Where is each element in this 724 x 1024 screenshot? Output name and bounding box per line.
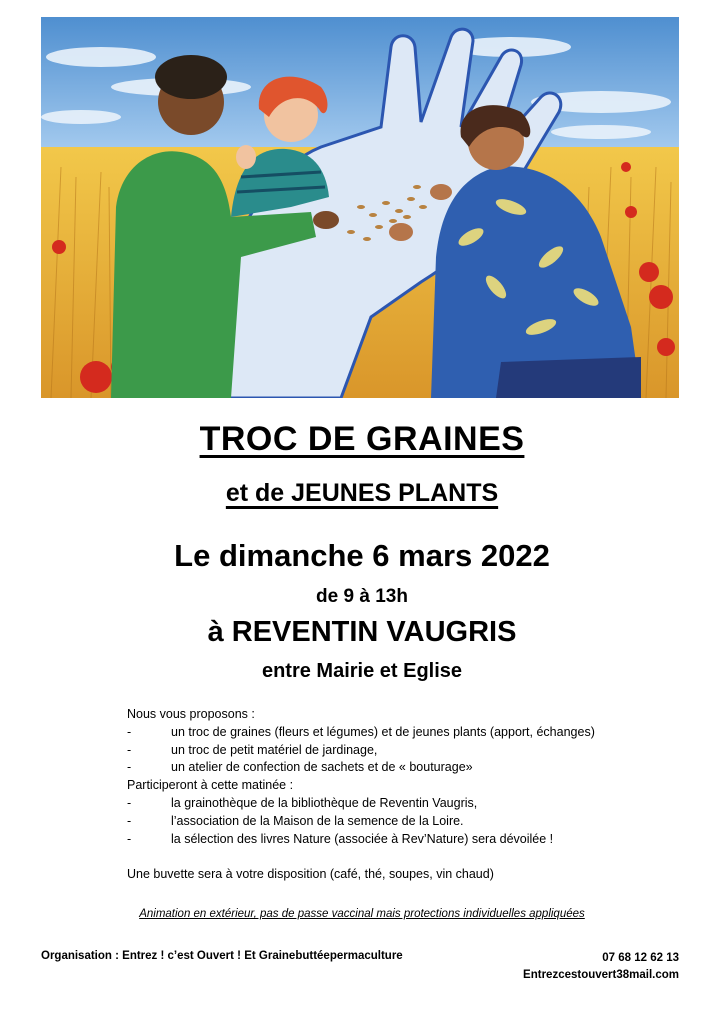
participants-intro: Participeront à cette matinée : xyxy=(127,778,294,793)
event-place: à REVENTIN VAUGRIS xyxy=(207,616,517,648)
buvette-text: Une buvette sera à votre disposition (café, thé, soupes, vin chaud) xyxy=(127,867,494,882)
email-address: Entrezcestouvert38mail.com xyxy=(523,969,679,981)
list-item: - la sélection des livres Nature (associée à Rev’Nature) sera dévoilée ! xyxy=(127,831,554,846)
event-time: de 9 à 13h xyxy=(316,586,408,607)
event-date: Le dimanche 6 mars 2022 xyxy=(174,538,550,573)
seed-swap-illustration xyxy=(41,17,679,398)
program-description xyxy=(127,706,647,884)
event-place-detail: entre Mairie et Eglise xyxy=(261,660,463,682)
hero-illustration xyxy=(41,17,679,398)
contact-block xyxy=(523,950,679,984)
intro-text: Nous vous proposons : xyxy=(127,707,255,721)
list-item: - un atelier de confection de sachets et de « bouturage» xyxy=(127,760,473,775)
list-item: - un troc de graines (fleurs et légumes) et de jeunes plants (apport, échanges) xyxy=(127,724,595,739)
phone-number: 07 68 12 62 13 xyxy=(602,952,679,964)
organisation-credit: Organisation : Entrez ! c’est Ouvert ! Et Grainebuttéepermaculture xyxy=(41,950,403,962)
list-item: - l’association de la Maison de la semence de la Loire. xyxy=(127,813,464,828)
event-subtitle: et de JEUNES PLANTS xyxy=(225,479,499,507)
sanitary-note: Animation en extérieur, pas de passe vaccinal mais protections individuelles appliquées xyxy=(139,908,585,920)
list-item: - la grainothèque de la bibliothèque de Reventin Vaugris, xyxy=(127,795,478,810)
event-title: TROC DE GRAINES xyxy=(199,420,525,458)
list-item: - un troc de petit matériel de jardinage, xyxy=(127,742,378,757)
